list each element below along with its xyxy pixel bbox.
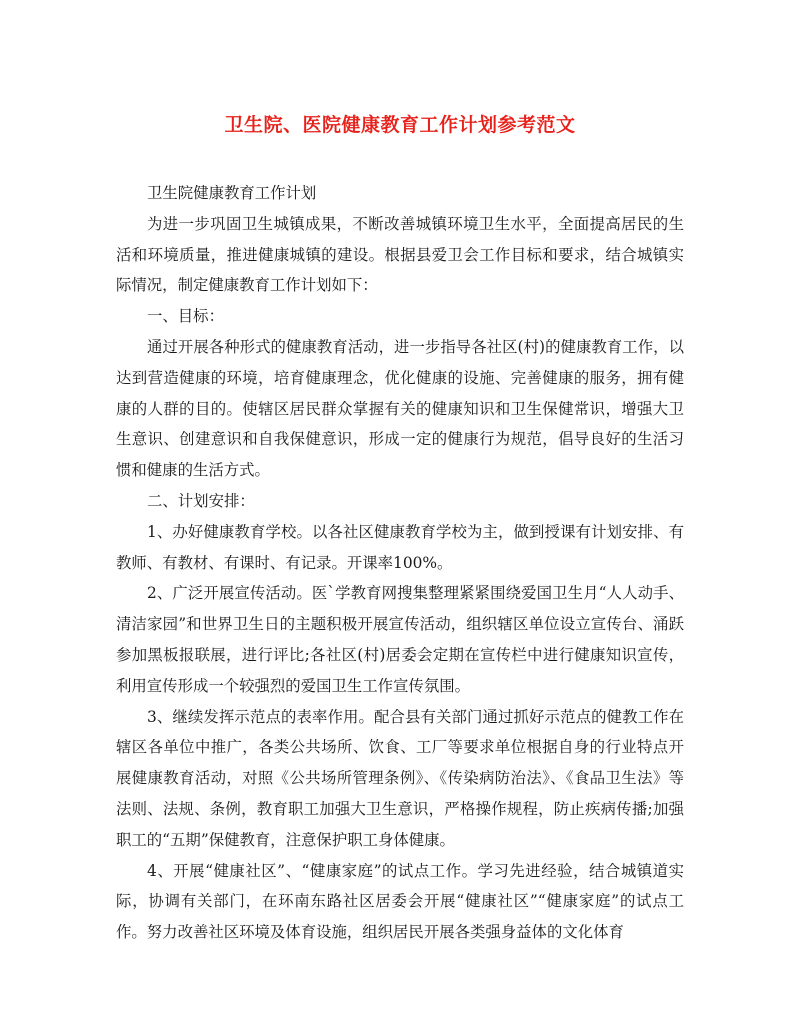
paragraph-plan-item-3: 3、继续发挥示范点的表率作用。配合县有关部门通过抓好示范点的健教工作在辖区各单位中推广，各类公共场所、饮食、工厂等要求单位根据自身的行业特点开展健康教育活动，对照《公共场所管理条例》、《传染病防治法》、《食品卫生法》等法则、法规、条例，教育职工加强大卫生意识，严格操作规程，防止疾病传播;加强职工的“五期”保健教育，注意保护职工身体健康。 bbox=[116, 707, 684, 849]
section-heading-goals: 一、目标： bbox=[147, 307, 224, 326]
paragraph-goals: 通过开展各种形式的健康教育活动，进一步指导各社区(村)的健康教育工作，以达到营造健康的环境，培育健康理念，优化健康的设施、完善健康的服务，拥有健康的人群的目的。使辖区居民群众掌握有关的健康知识和卫生保健常识，增强大卫生意识、创建意识和自我保健意识，形成一定的健康行为规范，倡导良好的生活习惯和健康的生活方式。 bbox=[116, 337, 684, 480]
paragraph-intro: 为进一步巩固卫生城镇成果，不断改善城镇环境卫生水平，全面提高居民的生活和环境质量，推进健康城镇的建设。根据县爱卫会工作目标和要求，结合城镇实际情况，制定健康教育工作计划如下： bbox=[116, 214, 684, 295]
document-title: 卫生院、医院健康教育工作计划参考范文 bbox=[224, 114, 576, 136]
paragraph-plan-item-1: 1、办好健康教育学校。以各社区健康教育学校为主，做到授课有计划安排、有教师、有教材、有课时、有记录。开课率100%。 bbox=[116, 522, 684, 572]
section-heading-plan: 二、计划安排： bbox=[147, 491, 255, 510]
paragraph-plan-item-4: 4、开展“健康社区”、“健康家庭”的试点工作。学习先进经验，结合城镇道实际，协调有关部门，在环南东路社区居委会开展“健康社区”“健康家庭”的试点工作。努力改善社区环境及体育设施，组织居民开展各类强身益体的文化体育 bbox=[116, 861, 684, 942]
paragraph-plan-item-2: 2、广泛开展宣传活动。医`学教育网搜集整理紧紧围绕爱国卫生月“人人动手、清洁家园”和世界卫生日的主题积极开展宣传活动，组织辖区单位设立宣传台、涌跃参加黑板报联展，进行评比;各社区(村)居委会定期在宣传栏中进行健康知识宣传，利用宣传形成一个较强烈的爱国卫生工作宣传氛围。 bbox=[116, 584, 684, 695]
document-subtitle: 卫生院健康教育工作计划 bbox=[147, 184, 317, 202]
document-body bbox=[116, 178, 684, 948]
